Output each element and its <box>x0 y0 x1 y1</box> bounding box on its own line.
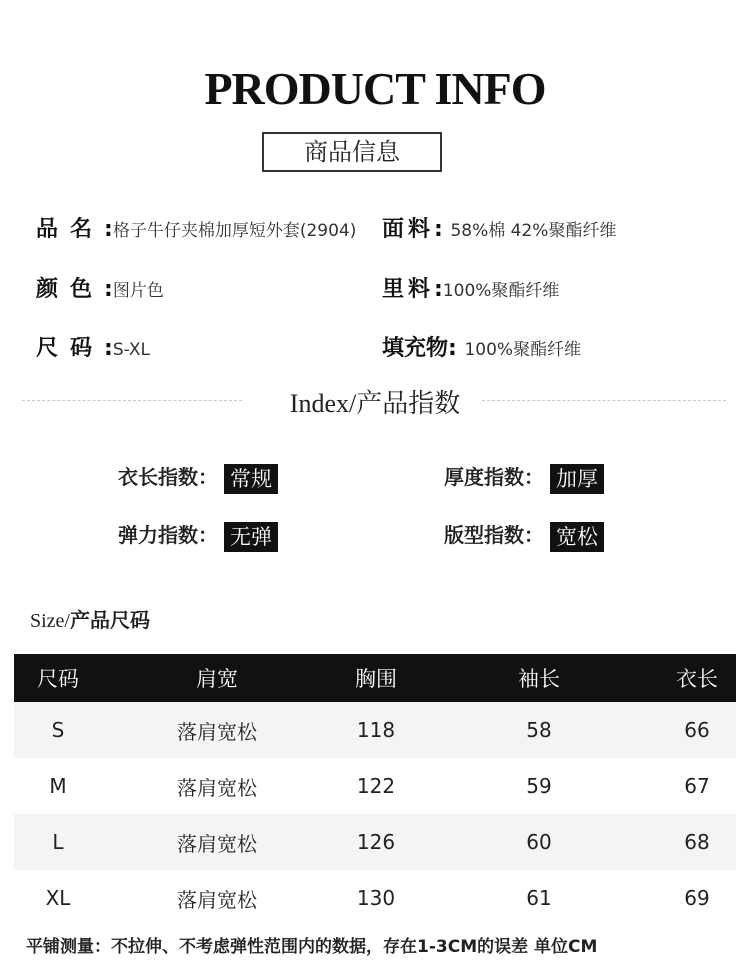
index-elasticity-badge: 无弹 <box>224 522 278 552</box>
cell-sleeve: 61 <box>420 870 658 926</box>
cell-length: 67 <box>658 758 736 814</box>
table-row <box>14 870 736 926</box>
cell-shoulder: 落肩宽松 <box>102 870 332 926</box>
cell-length: 68 <box>658 814 736 870</box>
size-section-title <box>30 604 150 633</box>
info-fabric: 面料: 58%棉 42%聚酯纤维 <box>382 217 617 242</box>
info-name-label: 品名 <box>36 217 105 242</box>
index-section-title <box>0 383 750 420</box>
cell-length: 69 <box>658 870 736 926</box>
size-table <box>14 654 736 926</box>
info-color-label: 颜色 <box>36 277 105 302</box>
table-row <box>14 702 736 758</box>
info-fabric-label: 面料 <box>382 217 435 242</box>
cell-chest: 130 <box>332 870 420 926</box>
info-color-value: 图片色 <box>112 281 164 301</box>
info-lining-value: 100%聚酯纤维 <box>442 281 560 301</box>
info-fabric-value: 58%棉 42%聚酯纤维 <box>450 221 617 241</box>
size-title-en: Size/ <box>30 610 70 632</box>
cell-shoulder: 落肩宽松 <box>102 702 332 758</box>
cell-shoulder: 落肩宽松 <box>102 814 332 870</box>
measurement-note: 平铺测量：不拉伸、不考虑弹性范围内的数据，存在1-3CM的误差 单位CM <box>26 937 598 957</box>
index-title-cn: 产品指数 <box>356 389 461 419</box>
header-length: 衣长 <box>658 654 736 702</box>
index-fit-badge: 宽松 <box>550 522 604 552</box>
cell-size: S <box>14 702 102 758</box>
cell-size: XL <box>14 870 102 926</box>
index-title-en: Index/ <box>289 389 357 418</box>
index-fit-label: 版型指数： <box>444 523 544 547</box>
page-title: PRODUCT INFO <box>204 63 546 114</box>
index-elasticity-label: 弹力指数： <box>118 523 218 547</box>
header-size: 尺码 <box>14 654 102 702</box>
info-size-value: S-XL <box>112 340 151 360</box>
header-sleeve: 袖长 <box>420 654 658 702</box>
info-filling-label: 填充物 <box>382 336 449 361</box>
cell-sleeve: 59 <box>420 758 658 814</box>
cell-sleeve: 58 <box>420 702 658 758</box>
cell-size: L <box>14 814 102 870</box>
size-table-header <box>14 654 736 702</box>
header-shoulder: 肩宽 <box>102 654 332 702</box>
table-row <box>14 758 736 814</box>
info-name-value: 格子牛仔夹棉加厚短外套(2904) <box>112 221 357 241</box>
index-elasticity <box>118 519 278 552</box>
cell-shoulder: 落肩宽松 <box>102 758 332 814</box>
info-lining: 里料:100%聚酯纤维 <box>382 277 560 302</box>
info-color: 颜色:图片色 <box>36 277 164 302</box>
info-name: 品名:格子牛仔夹棉加厚短外套(2904) <box>36 217 357 242</box>
header-chest: 胸围 <box>332 654 420 702</box>
index-thickness-label: 厚度指数： <box>444 465 544 489</box>
cell-chest: 126 <box>332 814 420 870</box>
cell-length: 66 <box>658 702 736 758</box>
info-filling-value: 100%聚酯纤维 <box>464 340 582 360</box>
info-size: 尺码:S-XL <box>36 336 151 361</box>
index-fit <box>444 519 604 552</box>
index-length-label: 衣长指数： <box>118 465 218 489</box>
cell-chest: 122 <box>332 758 420 814</box>
info-size-label: 尺码 <box>36 336 105 361</box>
index-length-badge: 常规 <box>224 464 278 494</box>
cell-size: M <box>14 758 102 814</box>
index-thickness <box>444 461 604 494</box>
cell-chest: 118 <box>332 702 420 758</box>
index-length <box>118 461 278 494</box>
cell-sleeve: 60 <box>420 814 658 870</box>
info-filling: 填充物: 100%聚酯纤维 <box>382 336 582 361</box>
page-subtitle: 商品信息 <box>262 132 442 172</box>
index-thickness-badge: 加厚 <box>550 464 604 494</box>
table-row <box>14 814 736 870</box>
size-title-cn: 产品尺码 <box>70 608 150 632</box>
info-lining-label: 里料 <box>382 277 435 302</box>
